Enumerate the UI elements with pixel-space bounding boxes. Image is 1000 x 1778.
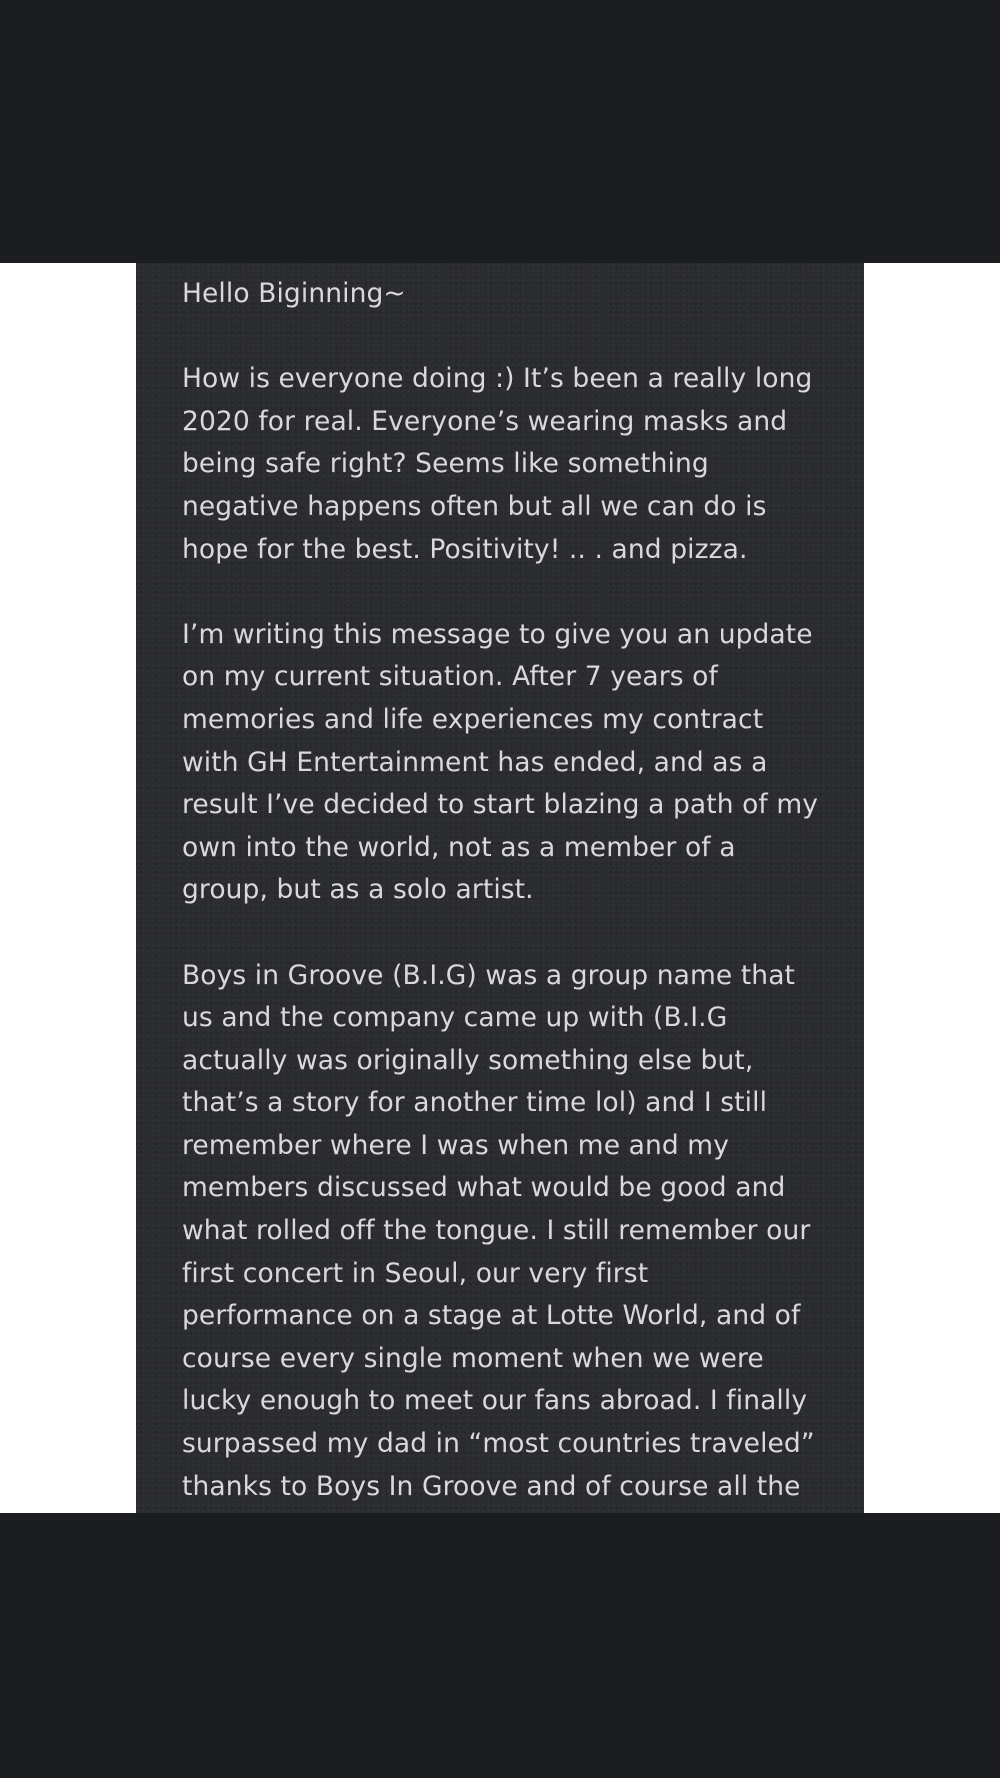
text-line: course every single moment when we were	[182, 1342, 764, 1374]
paragraph-gap	[182, 571, 852, 614]
text-line: with GH Entertainment has ended, and as a	[182, 746, 768, 778]
left-white-margin	[0, 263, 136, 1513]
text-line: hope for the best. Positivity! .. . and pizza.	[182, 533, 748, 565]
text-line: group, but as a solo artist.	[182, 874, 534, 906]
paragraph-3	[182, 955, 852, 1509]
text-line: on my current situation. After 7 years of	[182, 661, 718, 693]
text-line: that’s a story for another time lol) and I still	[182, 1087, 768, 1119]
text-line: actually was originally something else but,	[182, 1044, 754, 1076]
text-line: Boys in Groove (B.I.G) was a group name that	[182, 959, 796, 991]
paragraph-1	[182, 358, 852, 571]
text-line: what rolled off the tongue. I still remember our	[182, 1215, 811, 1247]
text-line: I’m writing this message to give you an update	[182, 618, 813, 650]
bottom-dark-band	[0, 1513, 1000, 1778]
text-line: first concert in Seoul, our very first	[182, 1257, 649, 1289]
text-line: How is everyone doing :) It’s been a really long	[182, 363, 813, 395]
text-line: negative happens often but all we can do is	[182, 490, 767, 522]
paragraph-gap	[182, 912, 852, 955]
note-body	[182, 273, 852, 1508]
note-greeting: Hello Biginning~	[182, 278, 406, 309]
text-line: thanks to Boys In Groove and of course all the	[182, 1470, 801, 1502]
text-line: remember where I was when me and my	[182, 1129, 729, 1161]
top-dark-band	[0, 0, 1000, 263]
right-white-margin	[864, 263, 1000, 1513]
text-line: result I’ve decided to start blazing a path of my	[182, 789, 819, 821]
text-line: surpassed my dad in “most countries traveled”	[182, 1428, 815, 1460]
text-line: members discussed what would be good and	[182, 1172, 786, 1204]
note-panel	[136, 263, 864, 1513]
paragraph-gap	[182, 316, 852, 359]
text-line: memories and life experiences my contract	[182, 703, 764, 735]
text-line: own into the world, not as a member of a	[182, 831, 736, 863]
text-line: 2020 for real. Everyone’s wearing masks and	[182, 405, 788, 437]
text-line: performance on a stage at Lotte World, and of	[182, 1300, 801, 1332]
text-line: being safe right? Seems like something	[182, 448, 709, 480]
text-line: us and the company came up with (B.I.G	[182, 1002, 728, 1034]
text-line: lucky enough to meet our fans abroad. I finally	[182, 1385, 808, 1417]
paragraph-2	[182, 614, 852, 912]
